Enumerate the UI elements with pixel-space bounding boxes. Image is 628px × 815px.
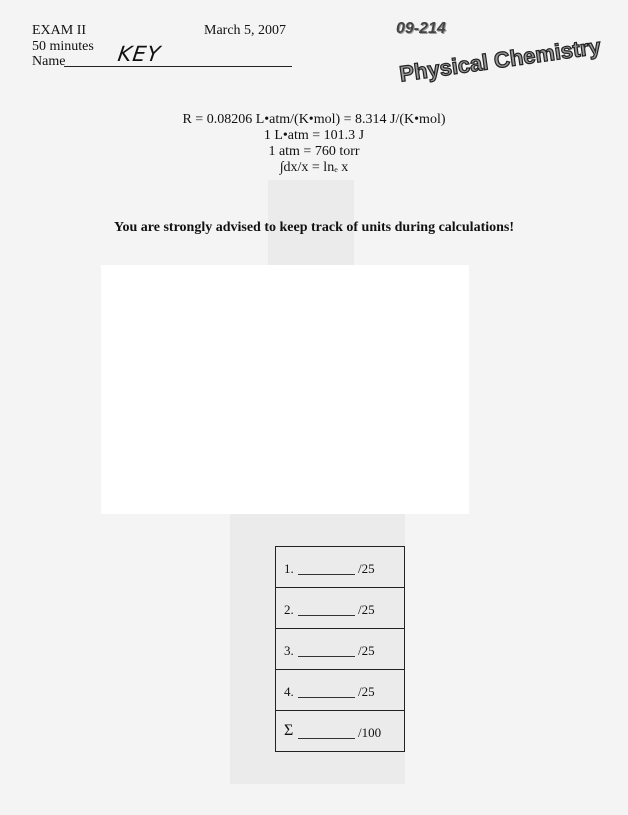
sigma-label: Σ — [284, 722, 294, 739]
name-label: Name — [32, 54, 66, 69]
score-blank — [298, 615, 355, 616]
formula-line: ∫dx/x = lnₑ x — [279, 160, 349, 175]
name-line — [64, 66, 292, 67]
exam-date: March 5, 2007 — [204, 23, 287, 38]
score-max: /25 — [358, 561, 375, 576]
score-table — [275, 546, 405, 752]
formula-line: R = 0.08206 L•atm/(K•mol) = 8.314 J/(K•mol) — [182, 112, 446, 127]
score-blank — [298, 697, 355, 698]
formula-line: 1 L•atm = 101.3 J — [263, 128, 365, 143]
score-max: /25 — [358, 643, 375, 658]
score-blank — [298, 574, 355, 575]
name-value-handwritten: KEY — [116, 42, 163, 66]
score-max: /25 — [358, 602, 375, 617]
constants-block — [0, 112, 628, 176]
course-number: 09-214 — [396, 20, 446, 37]
score-max: /100 — [358, 725, 382, 740]
exam-duration: 50 minutes — [32, 39, 94, 54]
score-row — [276, 588, 404, 629]
score-blank — [298, 738, 355, 739]
score-row-total — [276, 711, 404, 751]
score-label: 4. — [284, 684, 294, 699]
score-label: 2. — [284, 602, 294, 617]
score-row — [276, 629, 404, 670]
score-row — [276, 670, 404, 711]
exam-title: EXAM II — [32, 23, 87, 38]
score-label: 1. — [284, 561, 294, 576]
course-name: Physical Chemistry — [397, 33, 603, 87]
blank-region — [101, 265, 469, 514]
formula-line: 1 atm = 760 torr — [268, 144, 360, 159]
score-max: /25 — [358, 684, 375, 699]
course-logo — [392, 33, 603, 87]
score-row — [276, 547, 404, 588]
score-label: 3. — [284, 643, 294, 658]
units-advice: You are strongly advised to keep track of units during calculations! — [113, 220, 515, 235]
score-blank — [298, 656, 355, 657]
